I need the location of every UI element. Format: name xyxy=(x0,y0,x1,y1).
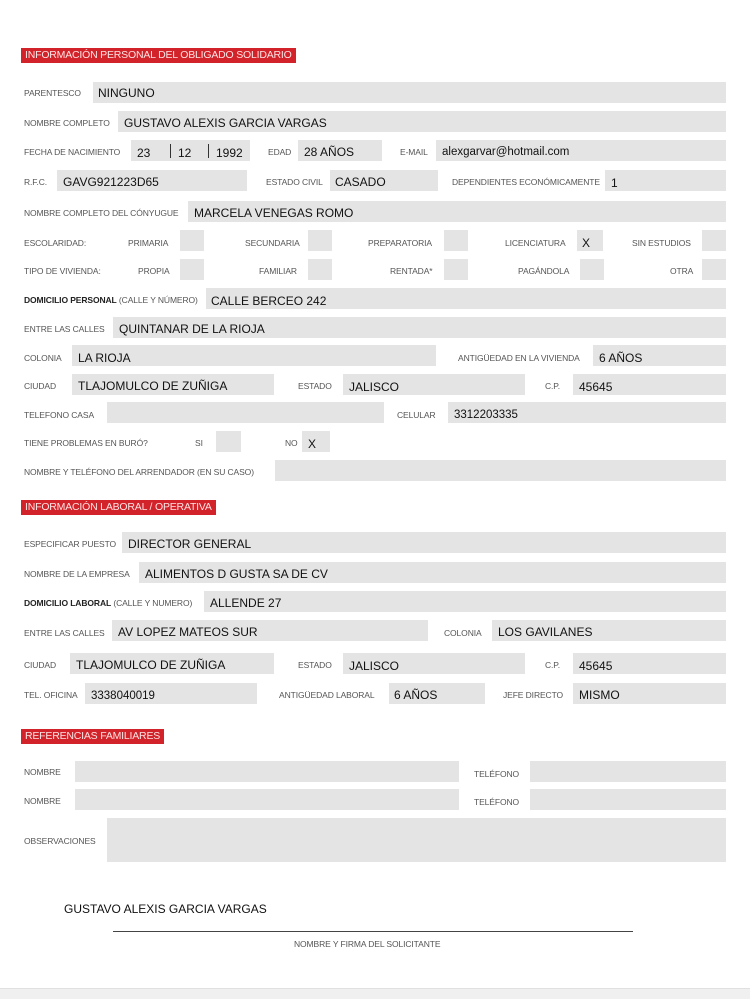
escolaridad-secundaria-label: SECUNDARIA xyxy=(245,238,300,248)
celular-value: 3312203335 xyxy=(454,409,518,421)
cp-laboral-value: 45645 xyxy=(579,659,613,673)
entre-calles-laboral-label: ENTRE LAS CALLES xyxy=(24,628,105,638)
colonia-label: COLONIA xyxy=(24,353,62,363)
firma-nombre: GUSTAVO ALEXIS GARCIA VARGAS xyxy=(64,902,267,916)
escolaridad-sin-estudios-checkbox[interactable] xyxy=(702,230,726,251)
ciudad-value: TLAJOMULCO DE ZUÑIGA xyxy=(78,379,228,393)
colonia-laboral-label: COLONIA xyxy=(444,628,482,638)
escolaridad-label: ESCOLARIDAD: xyxy=(24,238,87,248)
celular-label: CELULAR xyxy=(397,410,436,420)
observaciones-field[interactable] xyxy=(107,818,726,862)
vivienda-propia-checkbox[interactable] xyxy=(180,259,204,280)
fecha-separator xyxy=(208,144,209,158)
referencia-telefono-field[interactable] xyxy=(530,761,726,782)
referencia-nombre-field[interactable] xyxy=(75,761,459,782)
fecha-label: FECHA DE NACIMIENTO xyxy=(24,147,121,157)
escolaridad-licenciatura-mark: X xyxy=(582,236,591,250)
antiguedad-vivienda-label: ANTIGÜEDAD EN LA VIVIENDA xyxy=(458,353,580,363)
referencia-telefono-field[interactable] xyxy=(530,789,726,810)
puesto-value: DIRECTOR GENERAL xyxy=(128,537,252,551)
antiguedad-vivienda-value: 6 AÑOS xyxy=(599,351,643,365)
parentesco-field[interactable] xyxy=(93,82,726,103)
vivienda-rentada-label: RENTADA* xyxy=(390,266,433,276)
bottom-bar xyxy=(0,988,750,999)
conyugue-value: MARCELA VENEGAS ROMO xyxy=(194,206,354,220)
parentesco-label: PARENTESCO xyxy=(24,88,81,98)
buro-no-mark: X xyxy=(308,437,317,451)
referencia-nombre-label: NOMBRE xyxy=(24,796,61,806)
escolaridad-primaria-checkbox[interactable] xyxy=(180,230,204,251)
entre-calles-value: QUINTANAR DE LA RIOJA xyxy=(119,322,265,336)
telefono-casa-label: TELEFONO CASA xyxy=(24,410,95,420)
cp-value: 45645 xyxy=(579,380,613,394)
estado-civil-value: CASADO xyxy=(335,175,386,189)
buro-label: TIENE PROBLEMAS EN BURÓ? xyxy=(24,438,148,448)
buro-si-checkbox[interactable] xyxy=(216,431,241,452)
section-header-personal: INFORMACIÓN PERSONAL DEL OBLIGADO SOLIDARIO xyxy=(21,48,296,63)
dependientes-label: DEPENDIENTES ECONÓMICAMENTE xyxy=(452,177,600,187)
fecha-mes: 12 xyxy=(178,146,192,160)
colonia-value: LA RIOJA xyxy=(78,351,131,365)
section-header-laboral: INFORMACIÓN LABORAL / OPERATIVA xyxy=(21,500,216,515)
antiguedad-laboral-value: 6 AÑOS xyxy=(394,688,438,702)
arrendador-label: NOMBRE Y TELÉFONO DEL ARRENDADOR (EN SU CASO) xyxy=(24,467,254,477)
estado-laboral-label: ESTADO xyxy=(298,660,332,670)
entre-calles-laboral-value: AV LOPEZ MATEOS SUR xyxy=(118,625,258,639)
escolaridad-preparatoria-label: PREPARATORIA xyxy=(368,238,432,248)
jefe-directo-label: JEFE DIRECTO xyxy=(503,690,564,700)
domicilio-laboral-field[interactable] xyxy=(204,591,726,612)
edad-label: EDAD xyxy=(268,147,292,157)
buro-si-label: SI xyxy=(195,438,203,448)
rfc-label: R.F.C. xyxy=(24,177,48,187)
vivienda-label: TIPO DE VIVIENDA: xyxy=(24,266,101,276)
section-header-referencias: REFERENCIAS FAMILIARES xyxy=(21,729,164,744)
vivienda-pagandola-label: PAGÁNDOLA xyxy=(518,266,570,276)
domicilio-personal-value: CALLE BERCEO 242 xyxy=(211,294,327,308)
vivienda-rentada-checkbox[interactable] xyxy=(444,259,468,280)
referencia-nombre-field[interactable] xyxy=(75,789,459,810)
domicilio-laboral-value: ALLENDE 27 xyxy=(210,596,282,610)
fecha-dia: 23 xyxy=(137,146,151,160)
fecha-anio: 1992 xyxy=(216,146,243,160)
nombre-value: GUSTAVO ALEXIS GARCIA VARGAS xyxy=(124,116,327,130)
escolaridad-primaria-label: PRIMARIA xyxy=(128,238,169,248)
cp-laboral-label: C.P. xyxy=(545,660,561,670)
jefe-directo-value: MISMO xyxy=(579,688,620,702)
estado-laboral-value: JALISCO xyxy=(349,659,400,673)
escolaridad-secundaria-checkbox[interactable] xyxy=(308,230,332,251)
colonia-laboral-value: LOS GAVILANES xyxy=(498,625,593,639)
email-value: alexgarvar@hotmail.com xyxy=(442,146,570,158)
entre-calles-label: ENTRE LAS CALLES xyxy=(24,324,105,334)
vivienda-propia-label: PROPIA xyxy=(138,266,170,276)
dependientes-value: 1 xyxy=(611,176,618,190)
parentesco-value: NINGUNO xyxy=(98,86,155,100)
escolaridad-licenciatura-label: LICENCIATURA xyxy=(505,238,566,248)
estado-value: JALISCO xyxy=(349,380,400,394)
domicilio-laboral-label: DOMICILIO LABORAL (CALLE Y NUMERO) xyxy=(24,598,193,608)
vivienda-pagandola-checkbox[interactable] xyxy=(580,259,604,280)
firma-label: NOMBRE Y FIRMA DEL SOLICITANTE xyxy=(294,939,441,949)
vivienda-familiar-checkbox[interactable] xyxy=(308,259,332,280)
vivienda-otra-checkbox[interactable] xyxy=(702,259,726,280)
fecha-separator xyxy=(170,144,171,158)
vivienda-otra-label: OTRA xyxy=(670,266,694,276)
ciudad-label: CIUDAD xyxy=(24,381,56,391)
telefono-casa-field[interactable] xyxy=(107,402,384,423)
email-label: E-MAIL xyxy=(400,147,428,157)
referencia-nombre-label: NOMBRE xyxy=(24,767,61,777)
rfc-value: GAVG921223D65 xyxy=(63,175,159,189)
observaciones-label: OBSERVACIONES xyxy=(24,836,96,846)
domicilio-personal-label: DOMICILIO PERSONAL (CALLE Y NÚMERO) xyxy=(24,295,198,305)
empresa-label: NOMBRE DE LA EMPRESA xyxy=(24,569,130,579)
buro-no-label: NO xyxy=(285,438,298,448)
referencia-telefono-label: TELÉFONO xyxy=(474,797,520,807)
firma-line xyxy=(113,931,633,932)
ciudad-laboral-value: TLAJOMULCO DE ZUÑIGA xyxy=(76,658,226,672)
conyugue-label: NOMBRE COMPLETO DEL CÓNYUGUE xyxy=(24,208,179,218)
cp-label: C.P. xyxy=(545,381,561,391)
nombre-label: NOMBRE COMPLETO xyxy=(24,118,110,128)
antiguedad-laboral-label: ANTIGÜEDAD LABORAL xyxy=(279,690,375,700)
empresa-value: ALIMENTOS D GUSTA SA DE CV xyxy=(145,567,328,581)
escolaridad-sin-estudios-label: SIN ESTUDIOS xyxy=(632,238,691,248)
estado-civil-label: ESTADO CIVIL xyxy=(266,177,323,187)
estado-label: ESTADO xyxy=(298,381,332,391)
referencia-telefono-label: TELÉFONO xyxy=(474,769,520,779)
tel-oficina-label: TEL. OFICINA xyxy=(24,690,78,700)
vivienda-familiar-label: FAMILIAR xyxy=(259,266,297,276)
edad-value: 28 AÑOS xyxy=(304,145,355,159)
tel-oficina-value: 3338040019 xyxy=(91,690,155,702)
escolaridad-preparatoria-checkbox[interactable] xyxy=(444,230,468,251)
arrendador-field[interactable] xyxy=(275,460,726,481)
puesto-label: ESPECIFICAR PUESTO xyxy=(24,539,117,549)
dependientes-field[interactable] xyxy=(605,170,726,191)
ciudad-laboral-label: CIUDAD xyxy=(24,660,56,670)
